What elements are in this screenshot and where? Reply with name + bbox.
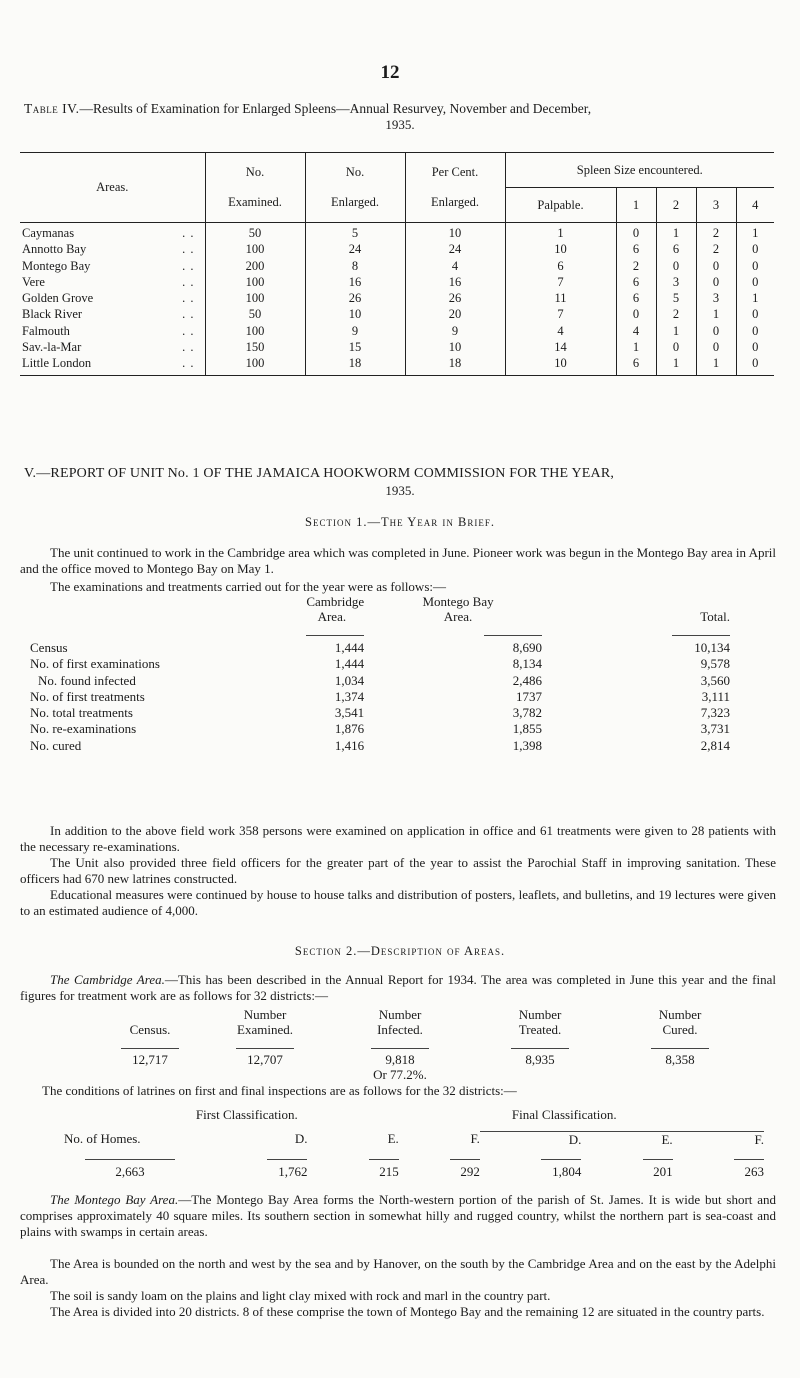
section1-heading: Section 1.—The Year in Brief. — [305, 515, 495, 529]
page-number: 12 — [380, 62, 400, 83]
col-areas-header: Areas. — [20, 153, 205, 223]
col-palpable-header: Palpable. — [505, 188, 616, 223]
col-number-infected-header: Number Infected. — [377, 1007, 423, 1037]
col-first-f-header: F. — [470, 1131, 480, 1147]
section1-para1: In addition to the above field work 358 persons were examined on application in office and 61 treatments were given to 28 patients with the necessary re-examinations. — [20, 823, 776, 854]
section1-intro: The unit continued to work in the Cambridge area which was completed in June. Pioneer work was begun in the Montego Bay area in April and the office moved to Montego Bay on May 1. — [20, 545, 777, 576]
col-total-header: Total. — [700, 609, 730, 624]
section1-intro2: The examinations and treatments carried out for the year were as follows:— — [50, 579, 446, 594]
col-first-d-header: D. — [294, 1131, 308, 1147]
col-first-e-header: E. — [387, 1131, 399, 1147]
montego-area-title: The Montego Bay Area. — [50, 1192, 179, 1207]
col-size1-header: 1 — [616, 188, 656, 223]
latrines-intro: The conditions of latrines on first and final inspections are as follows for the 32 districts:— — [42, 1083, 517, 1098]
col-montego-header: Montego Bay Area. — [422, 594, 494, 624]
table-row: Black River . . 50 10 20 7 0 2 1 0 — [20, 306, 774, 322]
table-row: No. of first examinations 1,444 8,134 9,578 — [30, 656, 730, 672]
latrines-table — [64, 1107, 764, 1180]
col-enlarged-header: No. Enlarged. — [305, 153, 405, 223]
spleen-table — [20, 152, 774, 376]
table-row: Or 77.2%. — [373, 1067, 427, 1082]
col-percent-header: Per Cent. Enlarged. — [405, 153, 505, 223]
table-row: No. cured 1,416 1,398 2,814 — [30, 737, 730, 753]
table4-year: 1935. — [385, 117, 415, 132]
table4-title-text: —Results of Examination for Enlarged Spleens—Annual Resurvey, November and December, — [79, 101, 592, 116]
col-number-cured-header: Number Cured. — [658, 1007, 702, 1037]
col-size2-header: 2 — [656, 188, 696, 223]
section2-heading: Section 2.—Description of Areas. — [294, 944, 506, 958]
col-census-header: Census. — [129, 1022, 171, 1037]
col-number-treated-header: Number Treated. — [518, 1007, 562, 1037]
table-row: No. total treatments 3,541 3,782 7,323 — [30, 705, 730, 721]
col-cambridge-header: Cambridge Area. — [306, 594, 365, 624]
col-homes-header: No. of Homes. — [64, 1131, 141, 1147]
col-final-e-header: E. — [661, 1131, 673, 1147]
section1-para2: The Unit also provided three field officers for the greater part of the year to assist the Parochial Staff in improving sanitation. These officers had 670 new latrines constructed. — [20, 855, 776, 886]
col-number-examined-header: Number Examined. — [237, 1007, 293, 1037]
col-size4-header: 4 — [736, 188, 774, 223]
table-row: Golden Grove . . 100 26 26 11 6 5 3 1 — [20, 290, 774, 306]
first-classification-header: First Classification. — [195, 1107, 298, 1122]
table-row: Census 1,444 8,690 10,134 — [30, 640, 730, 655]
soil-para: The soil is sandy loam on the plains and light clay mixed with rock and marl in the country part. — [50, 1288, 551, 1303]
table-row: No. re-examinations 1,876 1,855 3,731 — [30, 721, 730, 737]
cambridge-final-table — [100, 1007, 750, 1082]
table-row: Little London . . 100 18 18 10 6 1 1 0 — [20, 355, 774, 375]
col-examined-header: No. Examined. — [205, 153, 305, 223]
cambridge-area-title: The Cambridge Area. — [50, 972, 165, 987]
table-row: No. of first treatments 1,374 1737 3,111 — [30, 688, 730, 704]
col-final-f-header: F. — [754, 1131, 764, 1147]
table-row: Montego Bay . . 200 8 4 6 2 0 0 0 — [20, 258, 774, 274]
table4-label: Table IV. — [24, 101, 80, 116]
districts-para: The Area is divided into 20 districts. 8 of these comprise the town of Montego Bay and the remaining 12 are situated in the country parts. — [50, 1304, 765, 1319]
table-row: Annotto Bay . . 100 24 24 10 6 6 2 0 — [20, 241, 774, 257]
table-row: Falmouth . . 100 9 9 4 4 1 0 0 — [20, 323, 774, 339]
table-row: Sav.-la-Mar . . 150 15 10 14 1 0 0 0 — [20, 339, 774, 355]
table-row: Caymanas . . 50 5 10 1 0 1 2 1 — [20, 223, 774, 242]
section-v-title: V.—REPORT OF UNIT No. 1 OF THE JAMAICA HOOKWORM COMMISSION FOR THE YEAR, — [24, 466, 615, 481]
section-v-year: 1935. — [385, 483, 415, 498]
montego-area-para: The Montego Bay Area.—The Montego Bay Area forms the North-western portion of the parish of St. James. It is wide but short and comprises approximately 40 square miles. Its southern section in somewhat hilly and rugged country, whilst the northern part is sea-coast and plains with swamps in certain areas. — [20, 1192, 776, 1239]
table-row: 2,663 1,762 215 292 1,804 201 263 — [115, 1163, 764, 1179]
table-row: Vere . . 100 16 16 7 6 3 0 0 — [20, 274, 774, 290]
section1-para3: Educational measures were continued by house to house talks and distribution of posters, leaflets, and bulletins, and 19 lectures were given to an estimated audience of 4,000. — [20, 887, 776, 918]
examinations-table — [30, 594, 730, 754]
col-spleen-header: Spleen Size encountered. — [505, 153, 774, 188]
col-size3-header: 3 — [696, 188, 736, 223]
col-final-d-header: D. — [568, 1131, 582, 1147]
boundaries-para: The Area is bounded on the north and west by the sea and by Hanover, on the south by the Cambridge Area and on the east by the Adelphi Area. — [20, 1256, 776, 1287]
cambridge-area-para: The Cambridge Area.—This has been described in the Annual Report for 1934. The area was completed in June this year and the final figures for treatment work are as follows for 32 districts:— — [20, 972, 776, 1003]
table-row: No. found infected 1,034 2,486 3,560 — [38, 672, 730, 688]
table-row: 12,717 12,707 9,818 8,935 8,358 — [132, 1052, 695, 1067]
table4-title — [24, 100, 794, 117]
final-classification-header: Final Classification. — [511, 1107, 617, 1122]
